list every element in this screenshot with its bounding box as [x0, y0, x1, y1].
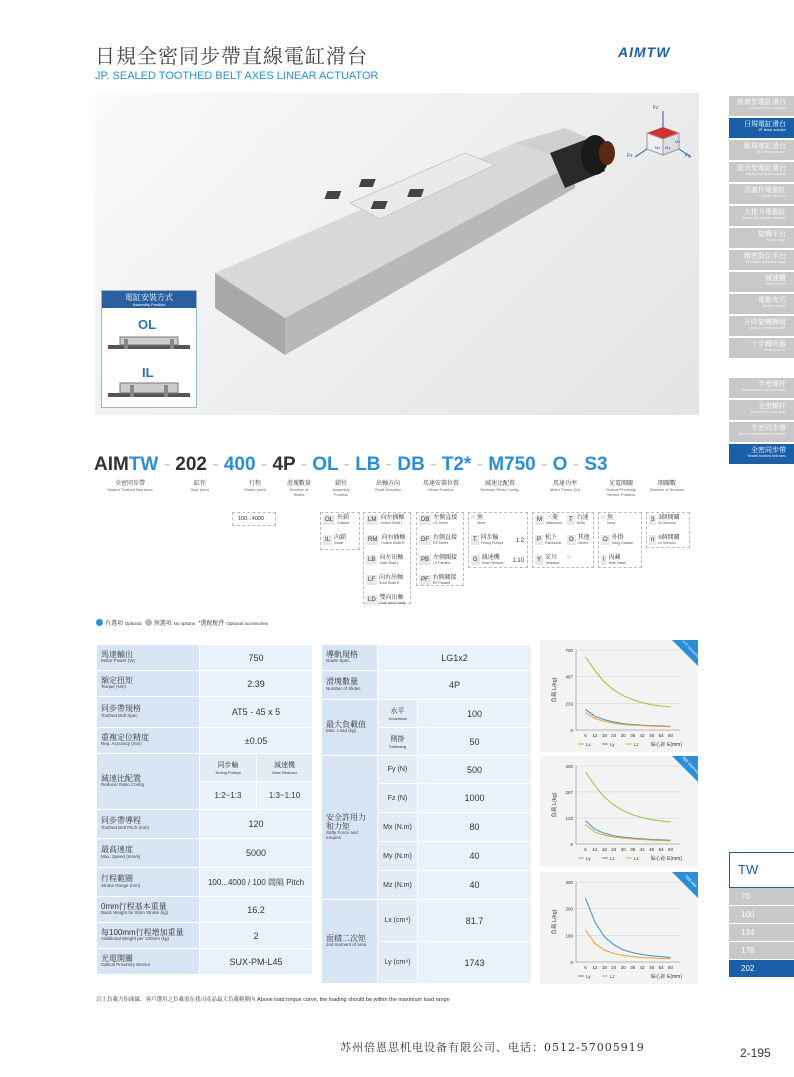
sidebar-item-a-1[interactable]	[729, 118, 794, 138]
order-label-motor-pos: 馬達安裝位置 Motor Position	[422, 481, 459, 493]
x-tick-label: 48	[649, 965, 655, 970]
order-part-slides: 4P	[272, 454, 296, 475]
sidebar-item-label: 十字轉向器	[751, 341, 786, 348]
option-text: 外鎖 Outside	[337, 515, 350, 525]
option-text: 減速機 Gear Reducer	[481, 555, 504, 565]
sidebar-item-sublabel: Sealed ball screw axes	[750, 410, 786, 414]
y-tick-label: 233	[565, 701, 573, 707]
x-tick-label: 60	[668, 965, 674, 970]
order-label-slides: 滑塊數量 Number of Slides	[286, 481, 311, 497]
legend-label: Ly	[586, 974, 591, 979]
sidebar-item-label: 電動夾爪	[758, 297, 786, 304]
sidebar-item-a-11[interactable]	[729, 338, 794, 358]
x-tick-label: 30	[620, 733, 626, 738]
legend-label: Lx	[634, 856, 639, 861]
sidebar-item-a-0[interactable]	[729, 96, 794, 116]
series-line-Ly	[585, 898, 670, 957]
x-tick-label: 48	[649, 847, 655, 852]
option-code: LM	[368, 517, 377, 523]
series-line-Ly	[585, 709, 670, 726]
chart-svg	[540, 755, 701, 866]
sidebar-item-label: 減速機	[765, 275, 786, 282]
option-row	[471, 515, 525, 533]
sidebar-item-sublabel: Heavy duty cylinder actuator	[741, 216, 786, 220]
option-code: G	[473, 557, 478, 563]
sidebar-item-a-6[interactable]	[729, 228, 794, 248]
option-row	[366, 515, 408, 533]
mount-ol-diagram	[106, 335, 192, 357]
page-subtitle: JP. SEALED TOOTHED BELT AXES LINEAR ACTUATOR	[95, 70, 379, 82]
sidebar-item-a-7[interactable]	[729, 250, 794, 270]
option-row	[649, 535, 687, 553]
order-part-size: 202	[175, 454, 207, 475]
sidebar-item-a-4[interactable]	[729, 184, 794, 204]
chart-tag-label: 側掛 Sidehang	[681, 755, 701, 775]
option-text: 內鎖 Inside	[334, 535, 347, 545]
option-text: 右側直接 RS Direct	[433, 535, 458, 545]
spec-table-left: 馬達輸出 Motor Power (W) 750 額定扭矩 Torque (Nm) 2.39 同步帶規格 Toothed Belt Spec. AT5 - 45 x 5 重複定位精度 Rep. Accuracy (mm) ±0.05 減速比配置 Reducer Ratio Config. 同步輪 Timing Pulleys 減速機 Gear Reducer 1:2~1:3 1:3~1:10 同步帶導程 Toothed Belt Pitch (mm) 120 最高速度 Max. Speed (mm/s) 5000 行程範圍 Stroke Range (mm) 100...4000 / 100 間隔 Pitch 0mm行程基本重量 Basic Weight for 0mm Stroke (kg) 16.2 每100mm行程增加重量 Additional Weight per 100mm (kg) 2 光電開關 Optical Proximity Sensor SUX-PM-L45	[96, 644, 313, 975]
option-code: 3	[651, 517, 655, 523]
x-tick-label: 24	[611, 965, 617, 970]
option-text: 無 None	[607, 515, 616, 525]
option-col2: T 台達 Delta	[569, 515, 589, 525]
option-row	[419, 555, 461, 573]
sidebar-item-label: 全密螺杆	[758, 403, 786, 410]
x-tick-label: 36	[630, 965, 636, 970]
order-part-position: OL	[312, 454, 339, 475]
option-code: DB	[421, 517, 430, 523]
page-number: 2-195	[740, 1046, 771, 1060]
sidebar-item-label: 全密同步帶	[751, 447, 786, 454]
sidebar-item-label: 大推力電動缸	[744, 209, 786, 216]
axis-label-fz: Fz	[653, 105, 659, 111]
size-selector	[729, 852, 794, 978]
option-row	[366, 595, 408, 613]
sidebar-item-sublabel: Gear reducer	[765, 282, 786, 286]
x-tick-label: 30	[620, 847, 626, 852]
option-text: 雙向出軸 Dual solid shafts	[379, 595, 406, 605]
y-tick-label: 400	[565, 764, 573, 769]
mount-position-header: 電缸安裝方式 Assembly Position	[102, 291, 196, 308]
option-row	[471, 535, 525, 553]
x-tick-label: 30	[620, 965, 626, 970]
order-label-sensor-pos: 光電開關 Optical Proximity Sensor Position	[605, 481, 636, 497]
sidebar-item-sublabel: Rotary stage	[766, 238, 786, 242]
sidebar-item-sublabel: Economy linear actuator	[748, 106, 786, 110]
sidebar-item-sublabel: Cylinder actuator	[759, 194, 786, 198]
x-tick-label: 54	[658, 733, 664, 738]
option-text: 左側直接 LS Direct	[433, 515, 458, 525]
x-tick-label: 24	[611, 733, 617, 738]
option-text: 三菱 Mitsubishi	[546, 515, 562, 525]
option-code: I	[603, 557, 605, 563]
option-text: 外掛 Hang Outside	[611, 535, 634, 545]
option-code: DF	[421, 537, 429, 543]
sidebar-item-sublabel: Semi-sealed ball screw axes	[741, 388, 786, 392]
mount-position-box	[101, 290, 197, 408]
optional-dot-icon	[96, 619, 103, 626]
axis-label-my: My	[665, 145, 671, 150]
sidebar-item-b-2[interactable]	[729, 422, 794, 442]
order-label-stroke: 行程 Stroke (mm)	[244, 481, 266, 493]
y-tick-label: 0	[570, 728, 573, 733]
sidebar-item-label: 超長型電缸滑台	[737, 165, 786, 172]
axis-label-mz: Mz	[675, 139, 681, 144]
option-text: n個開關 nx Sensors	[658, 535, 680, 545]
x-tick-label: 60	[668, 847, 674, 852]
order-label-size: 缸徑 Size (mm)	[190, 481, 210, 493]
sidebar-item-label: 日規電缸滑台	[744, 121, 786, 128]
legend-label: Lx	[586, 742, 591, 747]
x-axis-label: 偏心距 E(mm)	[650, 974, 682, 980]
sidebar-item-a-9[interactable]	[729, 294, 794, 314]
y-tick-label: 267	[565, 789, 573, 795]
option-code	[601, 515, 605, 519]
sidebar-item-sublabel: Precision alignment stage	[745, 260, 786, 264]
size-option-178[interactable]: 178	[729, 942, 794, 960]
option-col2: O 其他 Others	[569, 535, 590, 545]
sidebar-item-a-10[interactable]	[729, 316, 794, 336]
option-text: 向左出軸 Solid Shaft L	[379, 555, 404, 565]
option-text: 安川 Yaskawa	[545, 555, 559, 565]
sidebar-item-sublabel: EU. linear actuator	[757, 150, 786, 154]
order-label-position: 鎖位 Assembly Position	[332, 481, 350, 497]
x-axis-label: 偏心距 E(mm)	[650, 856, 682, 862]
sidebar-item-b-0[interactable]	[729, 378, 794, 398]
order-code: AIMTW - 202 - 400 - 4P - OL - LB - DB - T2* - M750 - O - S3	[94, 454, 608, 475]
x-tick-label: 18	[601, 847, 607, 852]
option-code: RM	[368, 537, 378, 543]
order-part-shaft: LB	[355, 454, 381, 475]
option-text: 向左插軸 Hollow Shaft L	[380, 515, 405, 525]
reducer-ratio: 1:2	[515, 538, 524, 544]
size-option-134[interactable]: 134	[729, 924, 794, 942]
axis-label-fx: Fx	[627, 153, 633, 159]
option-row	[419, 515, 461, 533]
size-option-100[interactable]: 100	[729, 906, 794, 924]
sidebar-item-sublabel: Lifting & rotating module	[748, 326, 786, 330]
option-code	[471, 515, 475, 519]
option-text: 向右出軸 Solid Shaft R	[379, 575, 404, 585]
sidebar-item-label: 旋轉平台	[758, 231, 786, 238]
sidebar-item-sublabel: Super-long linear actuator	[745, 172, 786, 176]
option-text: 3個開關 3x Sensors	[658, 515, 680, 525]
option-row	[649, 515, 687, 533]
reducer-options	[468, 512, 528, 568]
power-options	[532, 512, 594, 568]
y-tick-label: 100	[565, 933, 573, 939]
x-tick-label: 48	[649, 733, 655, 738]
option-code: LF	[368, 577, 376, 583]
y-tick-label: 700	[565, 648, 573, 653]
mount-il-diagram	[106, 381, 192, 403]
option-text: 無 None	[477, 515, 486, 525]
option-row	[366, 535, 408, 553]
sidebar-item-label: 精密對位平台	[744, 253, 786, 260]
option-row	[601, 555, 639, 573]
axis-label-fy: Fy	[685, 153, 691, 159]
option-code: LD	[368, 597, 376, 603]
sidebar-item-label: 半密同步帶	[751, 425, 786, 432]
option-row	[601, 535, 639, 553]
company-footer: 苏州倍恩思机电设备有限公司、电话：0512-57005919	[340, 1041, 645, 1054]
order-part-brand: AIM	[94, 454, 129, 475]
position-options	[320, 512, 360, 550]
order-label-sensor-num: 開關數 Number of Sensors	[649, 481, 685, 493]
x-tick-label: 60	[668, 733, 674, 738]
load-chart-horizontal	[540, 639, 701, 752]
x-tick-label: 54	[658, 965, 664, 970]
chart-tag-label: 水平 Horizontal	[680, 639, 701, 660]
option-code: O	[603, 537, 608, 543]
sidebar-item-sublabel: Semi-sealed toothed belt axes	[738, 432, 786, 436]
sensor-pos-options	[598, 512, 642, 568]
x-tick-label: 18	[601, 733, 607, 738]
footnote: 以上負載力矩曲線，客戶選用之負載需在我司產品最大負載範圍內 Above load torque curve, the loading should be within the maximum load range	[96, 997, 450, 1003]
option-code: IL	[325, 537, 331, 543]
x-tick-label: 6	[584, 965, 587, 970]
stroke-option: 100...4000	[232, 512, 276, 526]
option-text: 向右插軸 Hollow Shaft R	[381, 535, 406, 545]
legend-label: Lz	[610, 856, 615, 861]
order-part-series: TW	[128, 454, 159, 475]
option-code: P	[537, 537, 542, 543]
x-tick-label: 24	[611, 847, 617, 852]
sidebar-item-a-8[interactable]	[729, 272, 794, 292]
sidebar-item-sublabel: Bevel gearbox	[763, 348, 786, 352]
x-tick-label: 36	[630, 733, 636, 738]
y-tick-label: 300	[565, 880, 573, 885]
option-text: 同步輪 Timing Pulleys	[480, 535, 504, 545]
y-tick-label: 467	[565, 674, 573, 680]
x-tick-label: 42	[639, 847, 645, 852]
x-tick-label: 12	[592, 733, 598, 738]
y-axis-label: 負載 L(kg)	[552, 792, 558, 818]
order-part-power: M750	[488, 454, 536, 475]
sidebar-item-label: 經濟型電缸滑台	[737, 99, 786, 106]
y-tick-label: 133	[565, 816, 573, 822]
option-text: 內藏 Hide Inside	[608, 555, 627, 565]
size-selector-title: TW	[729, 852, 794, 888]
option-row	[535, 535, 591, 553]
legend-label: Ly	[610, 742, 615, 747]
option-row	[366, 555, 408, 573]
y-tick-label: 0	[570, 960, 573, 965]
option-col2	[567, 555, 573, 573]
option-row	[323, 535, 357, 553]
chart-svg	[540, 872, 698, 984]
sidebar-item-label: 歐規電缸滑台	[744, 143, 786, 150]
sidebar-item-a-3[interactable]	[729, 162, 794, 182]
order-part-motor-pos: DB	[397, 454, 425, 475]
series-line-Lx	[585, 657, 670, 707]
load-chart-wall	[540, 872, 698, 984]
order-label-series: 全密同步帶 Sealed Toothed Belt Axes	[107, 481, 153, 493]
reducer-ratio: 1:10	[512, 558, 524, 564]
option-code: n	[651, 537, 655, 543]
option-text: 左側閥接 LS Parallel	[433, 555, 458, 565]
order-part-stroke: 400	[223, 454, 256, 475]
chart-svg	[540, 639, 701, 752]
option-row	[419, 535, 461, 553]
category-sidebar	[729, 96, 794, 466]
legend-label: Lz	[634, 742, 639, 747]
spec-table-right: 導軌規格 Guide Spec. LG1x2 滑塊數量 Number of Slides 4P 最大負載值 Max. Load (kg) 水平 Horizontal 100 側掛 Sidehang 50 安全許用力和力矩 Safty Force and torques Fy (N) 500 Fz (N) 1000 Mx (N.m) 80 My (N.m) 40 Mz (N.m) 40 面積二次矩 2nd moment of area Lx (cm⁴) 81.7 Ly (cm⁴) 1743	[321, 644, 532, 984]
x-tick-label: 36	[630, 847, 636, 852]
axis-label-mx: Mx	[655, 145, 661, 150]
option-code: Y	[537, 557, 542, 563]
mount-il-label: IL	[142, 365, 154, 380]
sidebar-item-a-5[interactable]	[729, 206, 794, 226]
option-code: PB	[421, 557, 430, 563]
sensor-num-options	[646, 512, 690, 548]
sidebar-item-a-2[interactable]	[729, 140, 794, 160]
series-line-Lz	[585, 821, 670, 841]
sidebar-item-sublabel: Sealed toothed belt axes	[747, 454, 786, 458]
sidebar-item-label: 升降旋轉模組	[744, 319, 786, 326]
sidebar-item-b-1[interactable]	[729, 400, 794, 420]
sidebar-item-label: 活塞杆電動缸	[744, 187, 786, 194]
y-tick-label: 0	[570, 842, 573, 847]
x-tick-label: 6	[584, 733, 587, 738]
sidebar-item-sublabel: JP. linear actuator	[758, 128, 786, 132]
nooption-dot-icon	[145, 619, 152, 626]
order-part-sensor-pos: O	[552, 454, 568, 475]
page-title: 日規全密同步帶直線電缸滑台	[95, 46, 368, 68]
brand-logo: AIMTW	[618, 44, 671, 60]
option-row	[601, 515, 639, 533]
legend-label: Ly	[586, 856, 591, 861]
x-tick-label: 42	[639, 965, 645, 970]
option-code: M	[537, 517, 542, 523]
y-axis-label: 負載 L(kg)	[552, 909, 558, 935]
motor-pos-options	[416, 512, 464, 586]
option-code: OL	[325, 517, 334, 523]
sidebar-item-sublabel: Electric gripper	[762, 304, 786, 308]
option-code: LB	[368, 557, 376, 563]
size-option-70[interactable]: 70	[729, 888, 794, 906]
x-tick-label: 54	[658, 847, 664, 852]
option-row	[535, 515, 591, 533]
sidebar-item-b-3[interactable]	[729, 444, 794, 464]
shaft-options	[363, 512, 411, 604]
series-line-Lz	[585, 713, 670, 727]
sidebar-item-label: 半密螺杆	[758, 381, 786, 388]
option-text: 松下 Panasonic	[545, 535, 562, 545]
y-axis-label: 負載 L(kg)	[552, 677, 558, 703]
option-row	[535, 555, 591, 573]
order-label-shaft: 出軸方向 Shaft Direction	[374, 481, 402, 493]
x-tick-label: 12	[592, 965, 598, 970]
option-row	[419, 575, 461, 593]
option-row	[471, 555, 525, 573]
size-option-202[interactable]: 202	[729, 960, 794, 978]
order-label-power: 馬達功率 Motor Power (W)	[549, 481, 581, 493]
legend-label: Lz	[610, 974, 615, 979]
option-text: 右側閥接 RS Parallel	[432, 575, 457, 585]
x-tick-label: 6	[584, 847, 587, 852]
x-tick-label: 12	[592, 847, 598, 852]
series-line-Ly	[585, 772, 670, 822]
series-line-Lz	[585, 930, 670, 959]
option-legend: 有選項 Optional 無選項 No options *選配配件 Optional accessories	[96, 618, 268, 627]
x-tick-label: 42	[639, 733, 645, 738]
option-code: T	[473, 537, 477, 543]
mount-ol-label: OL	[138, 317, 157, 332]
order-part-sensor-num: S3	[584, 454, 608, 475]
load-chart-sidehang	[540, 755, 701, 866]
option-row	[366, 575, 408, 593]
series-line-Lx	[585, 825, 670, 841]
y-tick-label: 200	[565, 906, 573, 912]
chart-tag-label: 倒掛 Wall	[684, 874, 698, 888]
x-tick-label: 18	[601, 965, 607, 970]
option-row	[323, 515, 357, 533]
x-axis-label: 偏心距 E(mm)	[650, 742, 682, 748]
option-code: PF	[421, 577, 429, 583]
order-label-reducer: 減速比配置 Reducer Ratio Config.	[480, 481, 520, 493]
order-part-reducer: T2*	[441, 454, 472, 475]
